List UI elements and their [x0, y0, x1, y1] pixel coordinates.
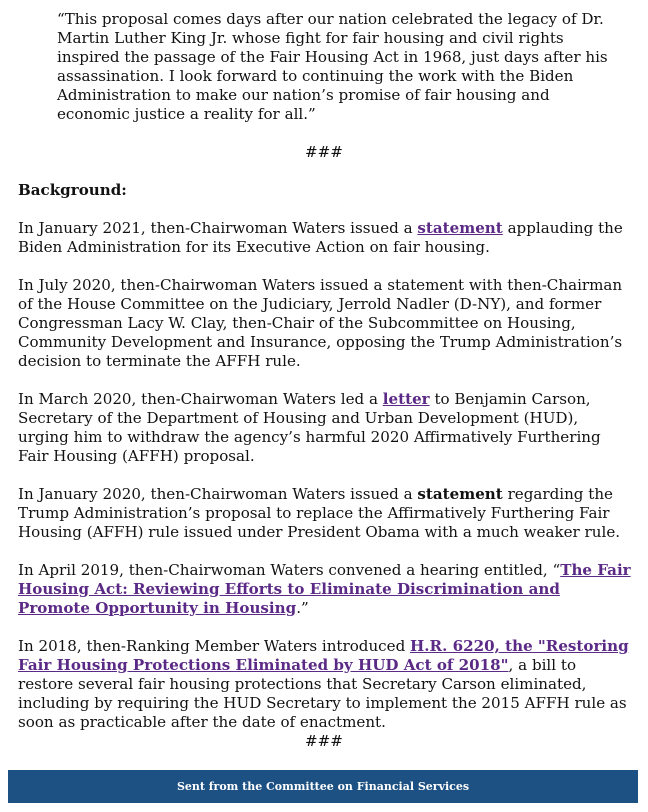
- paragraph-text: .”: [296, 599, 309, 617]
- statement-link[interactable]: statement: [417, 219, 503, 237]
- paragraph-jan-2021: [18, 219, 632, 257]
- paragraph-text: In April 2019, then-Chairwoman Waters convened a hearing entitled, “: [18, 561, 561, 579]
- paragraph-apr-2019: [18, 561, 632, 618]
- footer-banner: [8, 770, 638, 803]
- paragraph-text: In March 2020, then-Chairwoman Waters led a: [18, 390, 383, 408]
- paragraph-mar-2020: [18, 390, 632, 466]
- paragraph-text: regarding the Trump Administration’s proposal to replace the Affirmatively Furthering Fair Housing (AFFH) rule issued under President Obama with a much weaker rule.: [18, 485, 621, 541]
- paragraph-text: to Benjamin Carson, Secretary of the Department of Housing and Urban Development (HUD), urging him to withdraw the agency’s harmful 2020 Affirmatively Furthering Fair Housing (AFFH) proposal.: [18, 390, 601, 465]
- separator-bottom: ###: [305, 732, 343, 750]
- paragraph-text: In January 2020, then-Chairwoman Waters issued a: [18, 485, 418, 503]
- letter-link[interactable]: letter: [382, 390, 430, 408]
- paragraph-text: , a bill to restore several fair housing protections that Secretary Carson eliminated, including by requiring the HUD Secretary to implement the 2015 AFFH rule as soon as practicable after the date of enactment.: [18, 656, 627, 731]
- paragraph-text: applauding the Biden Administration for its Executive Action on fair housing.: [18, 219, 623, 256]
- hr-6220-link[interactable]: H.R. 6220, the "Restoring Fair Housing Protections Eliminated by HUD Act of 2018": [18, 637, 629, 674]
- background-heading: Background:: [18, 181, 127, 199]
- paragraph-2018: [18, 637, 632, 732]
- separator: ###: [305, 143, 343, 161]
- paragraph-text: In January 2021, then-Chairwoman Waters issued a: [18, 219, 418, 237]
- hearing-link[interactable]: The Fair Housing Act: Reviewing Efforts to Eliminate Discrimination and Promote Opportunity in Housing: [18, 561, 631, 617]
- paragraph-jul-2020: In July 2020, then-Chairwoman Waters issued a statement with then-Chairman of the House Committee on the Judiciary, Jerrold Nadler (D-NY), and former Congressman Lacy W. Clay, then-Chair of the Subcommittee on Housing, Community Development and Insurance, opposing the Trump Administration’s decision to terminate the AFFH rule.: [18, 276, 623, 370]
- footer-text: Sent from the Committee on Financial Services: [176, 780, 470, 793]
- statement-bold-text: statement: [417, 485, 503, 503]
- paragraph-text: In 2018, then-Ranking Member Waters introduced: [18, 637, 411, 655]
- quote-block: “This proposal comes days after our nation celebrated the legacy of Dr. Martin Luther King Jr. whose fight for fair housing and civil rights inspired the passage of the Fair Housing Act in 1968, just days after his assassination. I look forward to continuing the work with the Biden Administration to make our nation’s promise of fair housing and economic justice a reality for all.”: [57, 10, 608, 123]
- paragraph-jan-2020: [18, 485, 632, 542]
